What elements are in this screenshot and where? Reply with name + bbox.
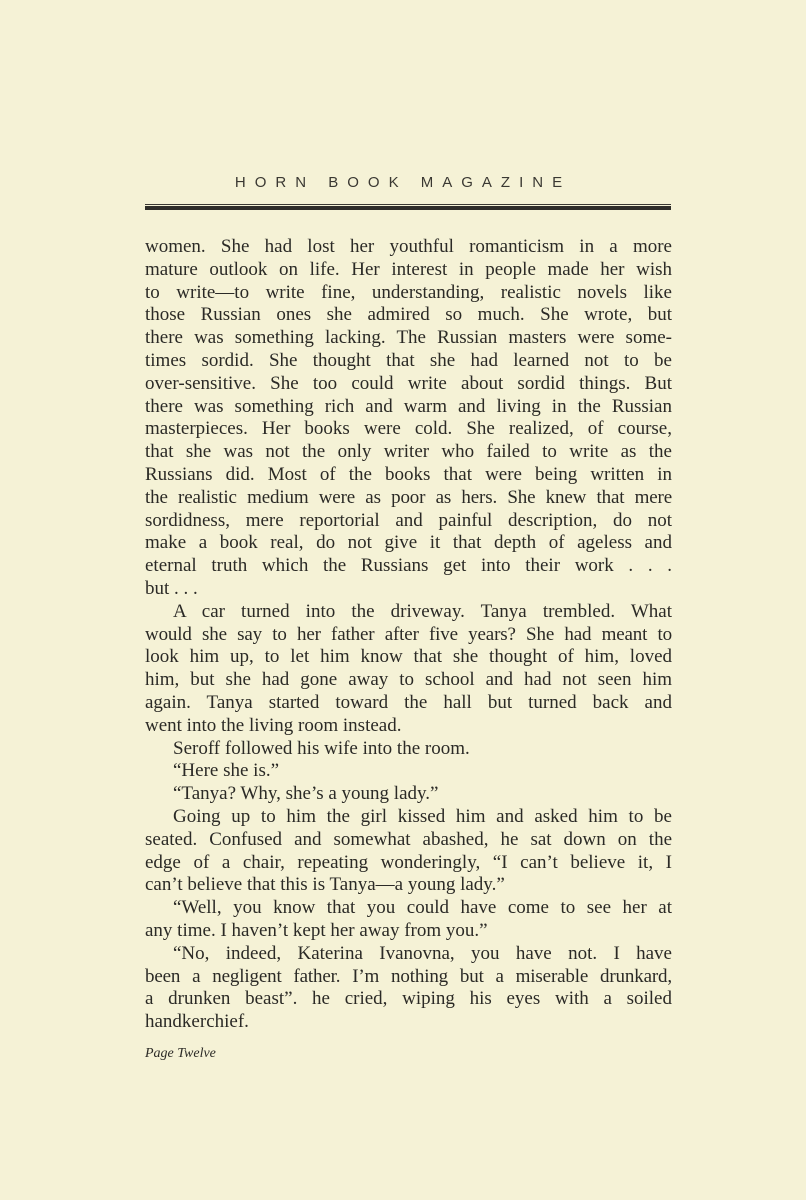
- text-line: there was something rich and warm and living in the Russian: [145, 395, 672, 417]
- text-line: him, but she had gone away to school and had not seen him: [145, 669, 672, 691]
- text-line: been a negligent father. I’m nothing but a miserable drunkard,: [145, 965, 672, 987]
- text-line: went into the living room instead.: [145, 714, 402, 736]
- text-line: to write—to write fine, understanding, realistic novels like: [145, 281, 672, 303]
- text-line: “Here she is.”: [173, 760, 280, 782]
- text-line: would she say to her father after five years? She had meant to: [145, 623, 672, 645]
- text-line: look him up, to let him know that she thought of him, loved: [145, 646, 672, 668]
- header-rule-thick: [145, 206, 671, 210]
- text-line: edge of a chair, repeating wonderingly, “I can’t believe it, I: [145, 851, 672, 873]
- text-line: a drunken beast”. he cried, wiping his eyes with a soiled: [145, 988, 672, 1010]
- text-line: over-sensitive. She too could write about sordid things. But: [145, 372, 672, 394]
- header-rule-thin: [145, 204, 671, 205]
- text-line: “Tanya? Why, she’s a young lady.”: [173, 783, 439, 805]
- text-line: eternal truth which the Russians get into their work . . .: [145, 555, 672, 577]
- running-head: HORN BOOK MAGAZINE: [234, 174, 572, 191]
- page-number: Page Twelve: [145, 1046, 216, 1061]
- text-line: Going up to him the girl kissed him and asked him to be: [173, 805, 672, 827]
- text-line: make a book real, do not give it that depth of ageless and: [145, 532, 672, 554]
- text-line: “No, indeed, Katerina Ivanovna, you have not. I have: [173, 942, 672, 964]
- text-line: Seroff followed his wife into the room.: [173, 737, 470, 759]
- text-line: “Well, you know that you could have come to see her at: [173, 897, 672, 919]
- body-text: [145, 236, 672, 1034]
- text-line: Russians did. Most of the books that were being written in: [145, 463, 672, 485]
- text-line: again. Tanya started toward the hall but turned back and: [145, 691, 672, 713]
- text-line: times sordid. She thought that she had learned not to be: [145, 349, 672, 371]
- text-line: masterpieces. Her books were cold. She realized, of course,: [145, 418, 672, 440]
- text-line: but . . .: [145, 577, 198, 599]
- text-line: can’t believe that this is Tanya—a young lady.”: [145, 874, 505, 896]
- text-line: there was something lacking. The Russian masters were some-: [145, 327, 672, 349]
- text-line: women. She had lost her youthful romanticism in a more: [145, 236, 672, 257]
- text-line: that she was not the only writer who failed to write as the: [145, 441, 672, 463]
- text-line: the realistic medium were as poor as hers. She knew that mere: [145, 486, 672, 508]
- text-line: A car turned into the driveway. Tanya trembled. What: [173, 600, 672, 622]
- text-line: seated. Confused and somewhat abashed, he sat down on the: [145, 828, 672, 850]
- text-line: handkerchief.: [145, 1011, 249, 1033]
- text-line: those Russian ones she admired so much. She wrote, but: [145, 304, 672, 326]
- text-line: sordidness, mere reportorial and painful description, do not: [145, 509, 672, 531]
- text-line: any time. I haven’t kept her away from you.”: [145, 919, 488, 941]
- text-line: mature outlook on life. Her interest in people made her wish: [145, 258, 672, 280]
